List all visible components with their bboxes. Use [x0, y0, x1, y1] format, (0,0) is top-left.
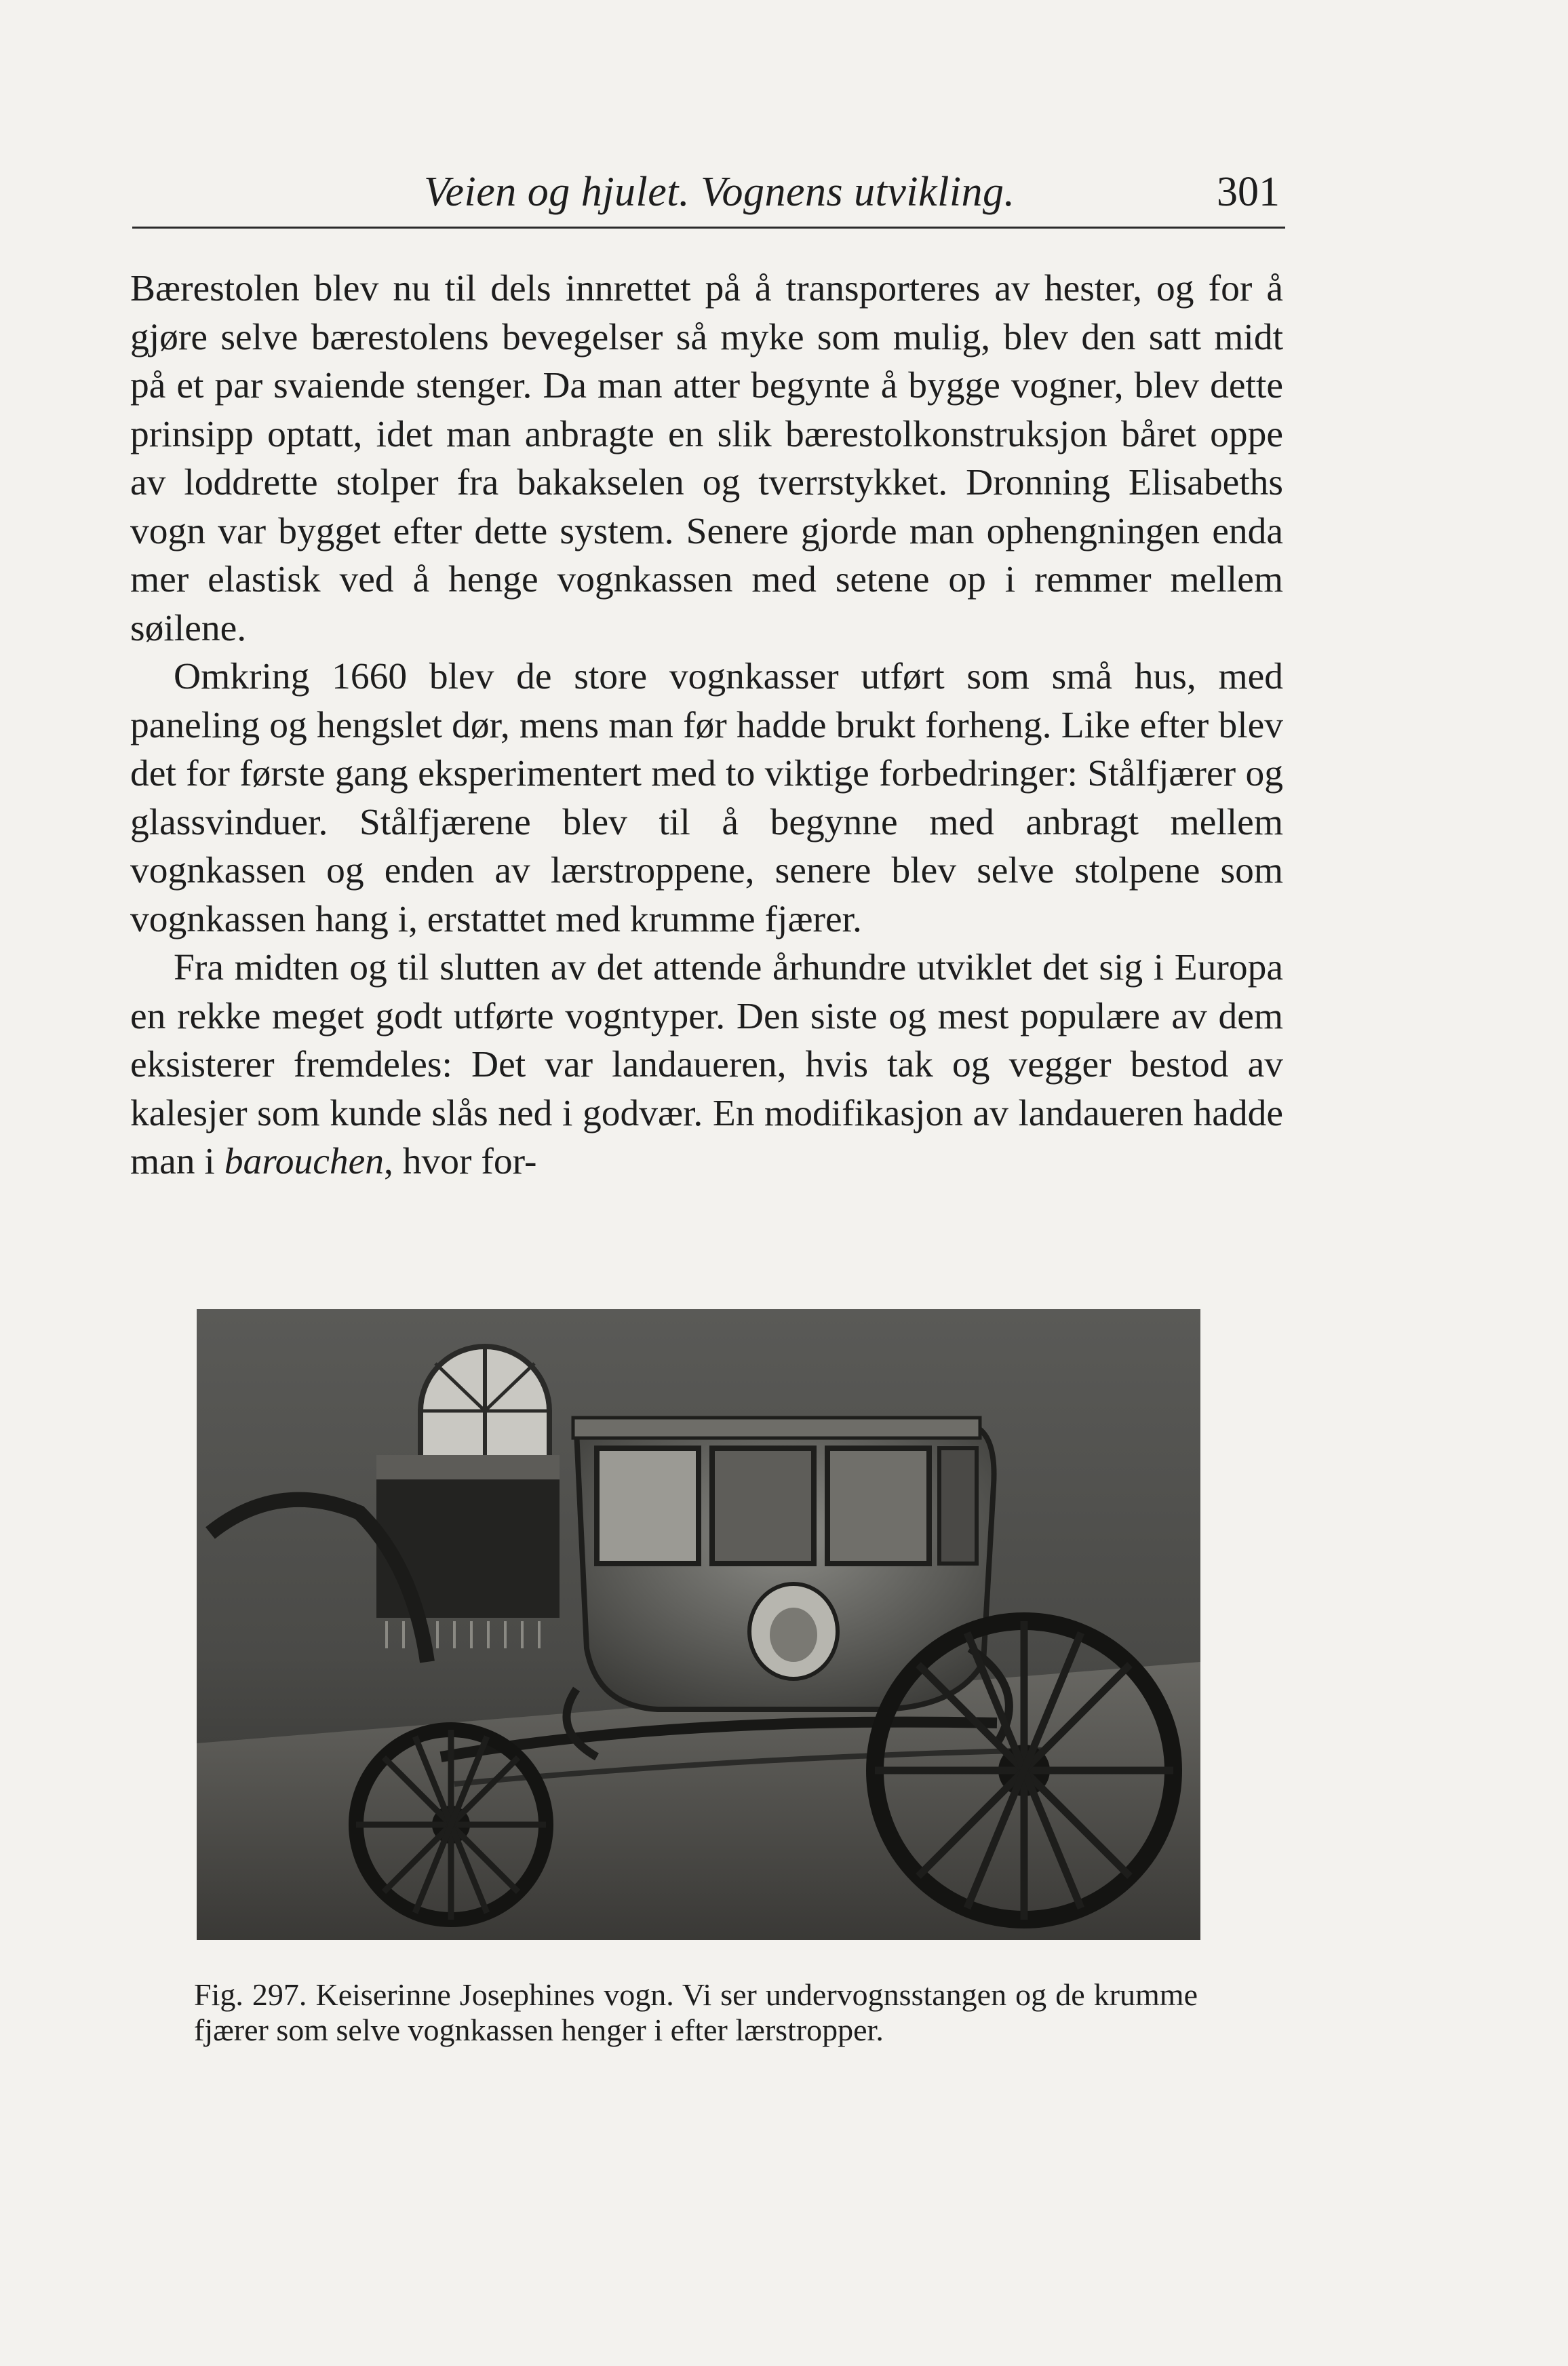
figure-caption: [194, 1977, 1198, 2048]
paragraph-3-text-end: , hvor for-: [384, 1141, 537, 1182]
italic-term-barouchen: barouchen: [224, 1141, 385, 1182]
paragraph-2-text: Omkring 1660 blev de store vognkasser utført som små hus, med paneling og hengslet dør, mens man før hadde brukt forheng. Like efter blev det for første gang eksperimentert med to viktige forbedringer: Stålfjærer og glassvinduer. Stålfjærene blev til å begynne med anbragt mellem vognkassen og enden av lærstroppene, senere blev selve stolpene som vognkassen hang i, erstattet med krumme fjærer.: [130, 656, 1283, 940]
running-head: [132, 166, 1285, 229]
front-wheel: [356, 1730, 546, 1920]
rear-wheel: [875, 1621, 1173, 1920]
paragraph-2: [130, 653, 1283, 944]
paragraph-3: [130, 944, 1283, 1186]
carriage-illustration: [197, 1309, 1200, 1940]
paragraph-1-text: Bærestolen blev nu til dels innrettet på å transporteres av hester, og for å gjøre selve bærestolens bevegelser så myke som mulig, blev den satt midt på et par svaiende stenger. Da man atter begynte å bygge vogner, blev dette prinsipp optatt, idet man anbragte en slik bærestolkonstruksjon båret oppe av loddrette stolper fra bakakselen og tverrstykket. Dronning Elisabeths vogn var bygget efter dette system. Senere gjorde man ophengningen enda mer elastisk ved å henge vognkassen med setene op i remmer mellem søilene.: [130, 268, 1283, 649]
page-number: 301: [1217, 169, 1280, 215]
running-title: Veien og hjulet. Vognens utvikling.: [424, 169, 1015, 215]
body-text: [130, 265, 1283, 1186]
paragraph-1: [130, 265, 1283, 653]
carriage-photograph: [197, 1309, 1200, 1940]
paragraph-3-text: Fra midten og til slutten av det attende århundre utviklet det sig i Europa en rekke meget godt utførte vogntyper. Den siste og mest populære av dem eksisterer fremdeles: Det var landaueren, hvis tak og vegger bestod av kalesjer som kunde slås ned i godvær. En modifikasjon av landaueren hadde man i: [130, 947, 1283, 1182]
caption-text: Fig. 297. Keiserinne Josephines vogn. Vi ser undervognsstangen og de krumme fjærer som selve vognkassen henger i efter lærstropper.: [194, 1977, 1198, 2047]
